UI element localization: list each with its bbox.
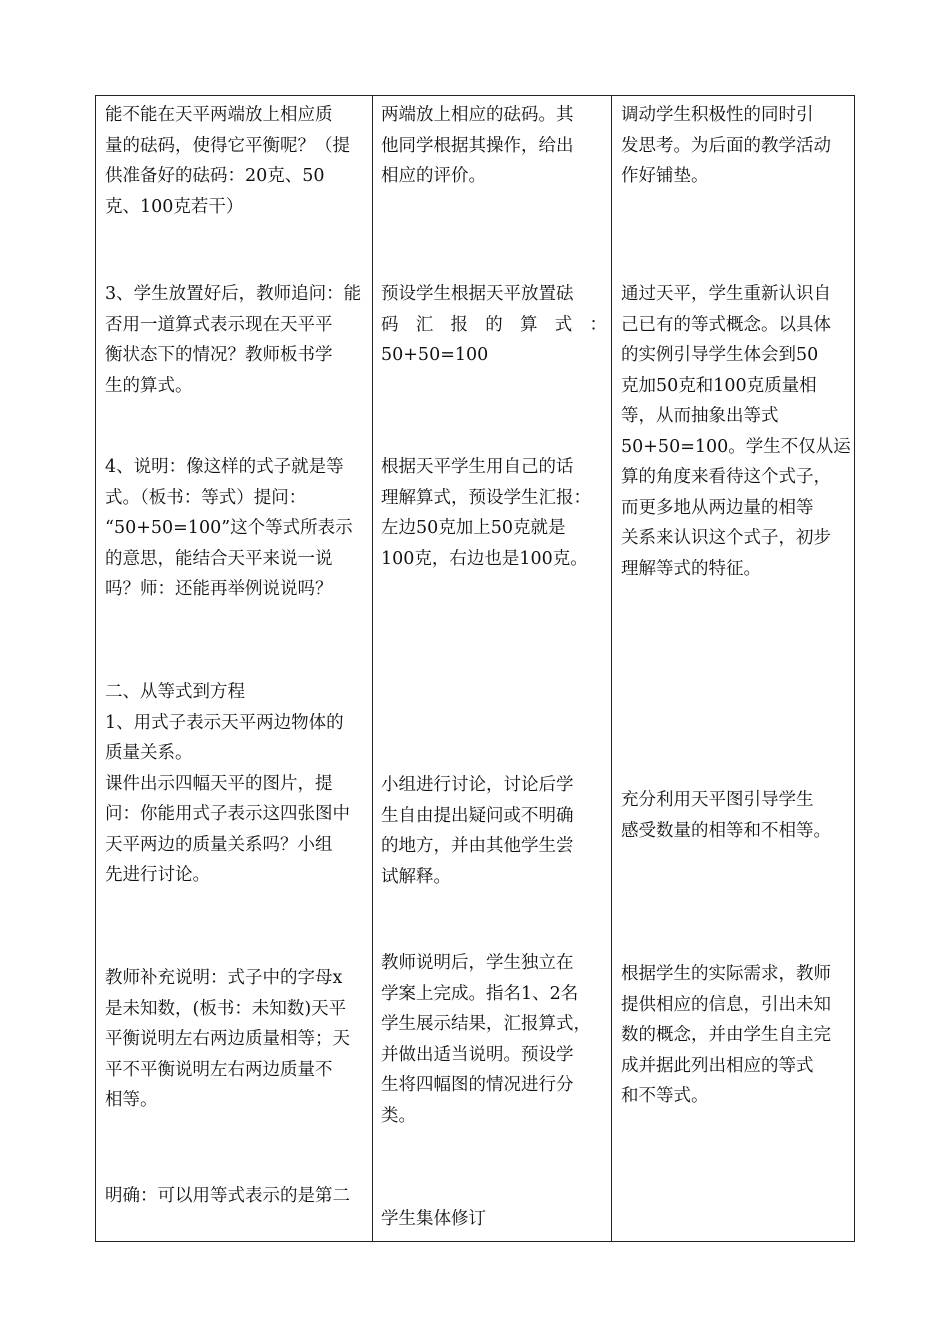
student-independent-work: 教师说明后，学生独立在 学案上完成。指名1、2名 学生展示结果，汇报算式， 并做出适当说明。预设学 生将四幅图的情况进行分 类。 (381, 953, 591, 1126)
student-explain-equation: 根据天平学生用自己的话 理解算式，预设学生汇报： 左边50克加上50克就是 100克，右边也是100克。 (381, 457, 591, 569)
student-activity-column (373, 96, 612, 1241)
equation-explanation: 4、说明：像这样的式子就是等 式。（板书：等式）提问： “50+50=100”这个等式所表示 的意思，能结合天平来说一说 吗？师：还能再举例说说吗？ (105, 457, 353, 599)
intent-equation-concept: 通过天平，学生重新认识自 己已有的等式概念。以具体 的实例引导学生体会到50 克加50克和100克质量相 等，从而抽象出等式 50+50=100。学生不仅从运 算的角度来看待这个式子， 而更多地从两边量的相等 关系来认识这个式子，初步 理解等式的特征。 (621, 284, 851, 579)
teacher-activity-column (96, 96, 373, 1241)
design-intent-column (612, 96, 854, 1241)
lesson-plan-table (95, 95, 855, 1242)
student-report-equation: 预设学生根据天平放置砝 码汇报的算式：50+50=100 (381, 284, 607, 365)
teacher-question-balance: 能不能在天平两端放上相应质 量的砝码，使得它平衡呢？（提 供准备好的砝码：20克、50 克、100克若干） (105, 105, 350, 217)
group-discussion: 小组进行讨论，讨论后学 生自由提出疑问或不明确 的地方，并由其他学生尝 试解释。 (381, 775, 574, 887)
student-place-weights: 两端放上相应的砝码。其 他同学根据其操作，给出 相应的评价。 (381, 105, 574, 186)
clarification-text: 明确：可以用等式表示的是第二 (105, 1186, 350, 1206)
intent-balance-images: 充分利用天平图引导学生 感受数量的相等和不相等。 (621, 790, 831, 841)
teacher-unknown-explanation: 教师补充说明：式子中的字母x 是未知数，(板书：未知数)天平 平衡说明左右两边质量相等；天 平不平衡说明左右两边质量不 相等。 (105, 968, 350, 1110)
intent-unknown-concept: 根据学生的实际需求，教师 提供相应的信息，引出未知 数的概念，并由学生自主完 成并据此列出相应的等式 和不等式。 (621, 964, 831, 1106)
class-revision: 学生集体修订 (381, 1209, 486, 1229)
intent-motivation: 调动学生积极性的同时引 发思考。为后面的教学活动 作好铺垫。 (621, 105, 831, 186)
section-equation-to-formula: 二、从等式到方程 1、用式子表示天平两边物体的 质量关系。 课件出示四幅天平的图片，提 问：你能用式子表示这四张图中 天平两边的质量关系吗？小组 先进行讨论。 (105, 682, 350, 885)
teacher-followup-question: 3、学生放置好后，教师追问：能 否用一道算式表示现在天平平 衡状态下的情况？教师板书学 生的算式。 (105, 284, 362, 396)
